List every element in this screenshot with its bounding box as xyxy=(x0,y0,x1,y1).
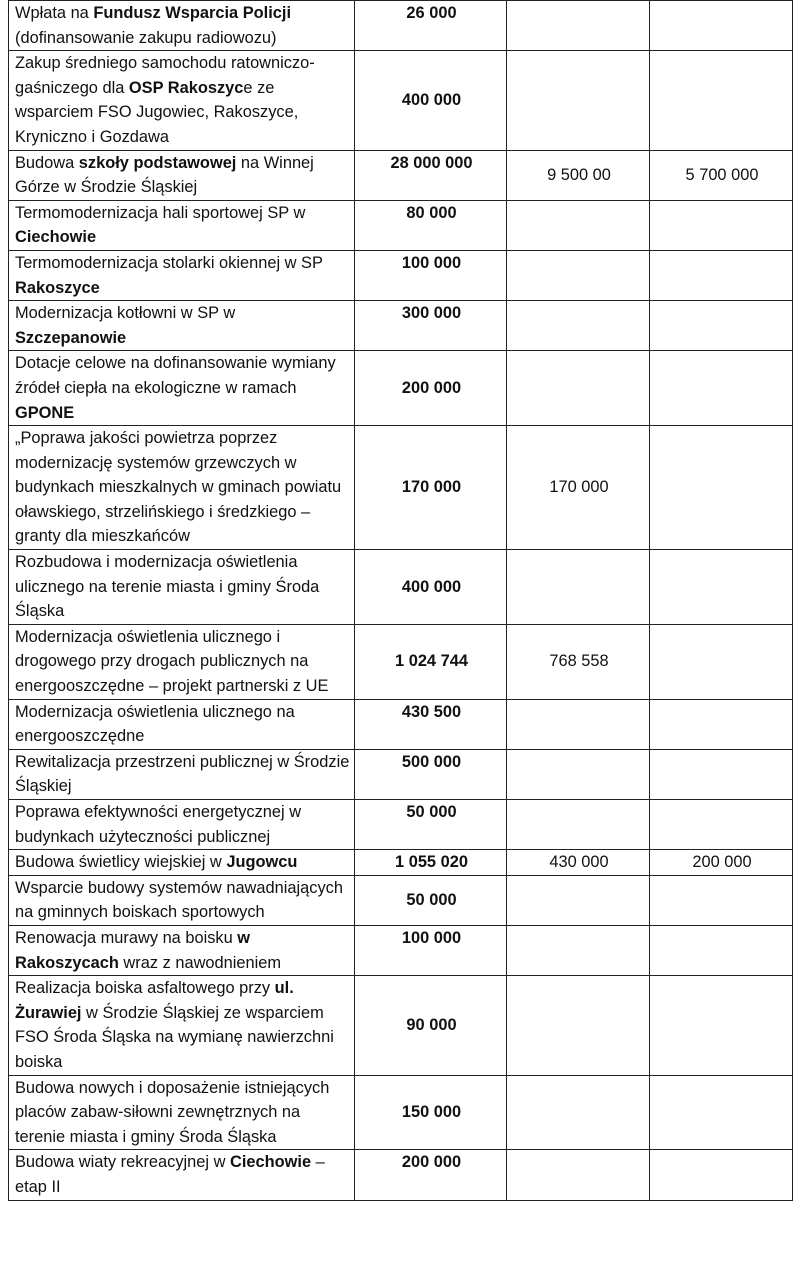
amount-column-4-cell xyxy=(650,301,793,351)
table-row xyxy=(9,1075,793,1150)
task-name-bold-fragment: Fundusz Wsparcia Policji xyxy=(93,4,291,22)
table-row xyxy=(9,51,793,150)
table-row xyxy=(9,850,793,876)
amount-column-4-cell xyxy=(650,699,793,749)
table-row xyxy=(9,150,793,200)
total-amount-cell: 90 000 xyxy=(355,976,507,1075)
table-row xyxy=(9,976,793,1075)
investment-table xyxy=(8,0,793,1201)
amount-column-4-cell xyxy=(650,749,793,799)
amount-column-3-cell xyxy=(507,1075,650,1150)
task-name-cell xyxy=(9,1075,355,1150)
table-row xyxy=(9,351,793,426)
amount-column-4-cell xyxy=(650,1150,793,1200)
table-row xyxy=(9,800,793,850)
task-name-bold-fragment: w Rakoszycach xyxy=(15,928,251,972)
task-name-fragment: (dofinansowanie zakupu radiowozu) xyxy=(15,28,277,47)
amount-column-3-cell xyxy=(507,250,650,300)
task-name-fragment: e ze wsparciem FSO Jugowiec, Rakoszyce, Kryniczno i Gozdawa xyxy=(15,78,299,146)
task-name-fragment: Wsparcie budowy systemów nawadniających na gminnych boiskach sportowych xyxy=(15,878,343,922)
amount-column-4-cell xyxy=(650,51,793,150)
amount-column-4-cell xyxy=(650,200,793,250)
amount-column-4-cell xyxy=(650,800,793,850)
table-row xyxy=(9,200,793,250)
total-amount-cell: 50 000 xyxy=(355,800,507,850)
task-name-bold-fragment: ul. Żurawiej xyxy=(15,979,294,1022)
task-name-cell xyxy=(9,749,355,799)
task-name-fragment: Modernizacja oświetlenia ulicznego na energooszczędne xyxy=(15,702,295,746)
total-amount-cell: 80 000 xyxy=(355,200,507,250)
task-name-fragment: Budowa świetlicy wiejskiej w xyxy=(15,853,227,872)
amount-column-4-cell xyxy=(650,1,793,51)
task-name-fragment: „Poprawa jakości powietrza poprzez modernizację systemów grzewczych w budynkach mieszkalnych w gminach powiatu oławskiego, strzelińskiego i średzkiego – granty dla mieszkańców xyxy=(15,429,342,546)
table-row xyxy=(9,925,793,975)
task-name-fragment: Wpłata na xyxy=(15,4,94,22)
amount-column-3-cell: 170 000 xyxy=(507,426,650,550)
table-row xyxy=(9,749,793,799)
task-name-cell xyxy=(9,925,355,975)
task-name-cell xyxy=(9,550,355,625)
amount-column-3-cell: 430 000 xyxy=(507,850,650,876)
task-name-fragment: Modernizacja oświetlenia ulicznego i drogowego przy drogach publicznych na energooszczędne – projekt partnerski z UE xyxy=(15,627,329,696)
total-amount-cell: 170 000 xyxy=(355,426,507,550)
task-name-fragment: Termomodernizacja stolarki okiennej w SP xyxy=(15,253,323,272)
task-name-bold-fragment: Ciechowie xyxy=(15,228,97,247)
task-name-cell xyxy=(9,1,355,51)
amount-column-4-cell xyxy=(650,351,793,426)
amount-column-4-cell xyxy=(650,875,793,925)
task-name-fragment: Modernizacja kotłowni w SP w xyxy=(15,304,236,323)
table-row xyxy=(9,550,793,625)
task-name-cell xyxy=(9,150,355,200)
task-name-fragment: Rozbudowa i modernizacja oświetlenia ulicznego na terenie miasta i gminy Środa Śląska xyxy=(15,553,320,621)
total-amount-cell: 100 000 xyxy=(355,250,507,300)
table-row xyxy=(9,624,793,699)
total-amount-cell: 300 000 xyxy=(355,301,507,351)
total-amount-cell: 200 000 xyxy=(355,351,507,426)
task-name-cell xyxy=(9,976,355,1075)
task-name-bold-fragment: Rakoszyce xyxy=(15,278,100,297)
amount-column-3-cell xyxy=(507,925,650,975)
table-row xyxy=(9,699,793,749)
table-row xyxy=(9,875,793,925)
amount-column-3-cell xyxy=(507,699,650,749)
task-name-fragment: Budowa xyxy=(15,153,79,172)
task-name-cell xyxy=(9,351,355,426)
task-name-cell xyxy=(9,850,355,876)
task-name-cell xyxy=(9,875,355,925)
task-name-cell xyxy=(9,800,355,850)
total-amount-cell: 1 024 744 xyxy=(355,624,507,699)
total-amount-cell: 400 000 xyxy=(355,51,507,150)
task-name-fragment: Poprawa efektywności energetycznej w budynkach użyteczności publicznej xyxy=(15,803,302,846)
amount-column-3-cell: 768 558 xyxy=(507,624,650,699)
table-row xyxy=(9,301,793,351)
task-name-bold-fragment: Szczepanowie xyxy=(15,328,127,347)
amount-column-3-cell xyxy=(507,200,650,250)
total-amount-cell: 150 000 xyxy=(355,1075,507,1150)
table-row xyxy=(9,1150,793,1200)
task-name-bold-fragment: Ciechowie xyxy=(230,1153,312,1172)
task-name-fragment: Realizacja boiska asfaltowego przy xyxy=(15,979,275,998)
amount-column-4-cell xyxy=(650,550,793,625)
amount-column-3-cell: 9 500 00 xyxy=(507,150,650,200)
task-name-bold-fragment: GPONE xyxy=(15,403,75,422)
amount-column-3-cell xyxy=(507,749,650,799)
total-amount-cell: 28 000 000 xyxy=(355,150,507,200)
task-name-fragment: wraz z nawodnieniem xyxy=(118,953,282,972)
task-name-fragment: Dotacje celowe na dofinansowanie wymiany źródeł ciepła na ekologiczne w ramach xyxy=(15,354,336,397)
amount-column-3-cell xyxy=(507,351,650,426)
task-name-cell xyxy=(9,624,355,699)
amount-column-4-cell: 200 000 xyxy=(650,850,793,876)
total-amount-cell: 500 000 xyxy=(355,749,507,799)
task-name-cell xyxy=(9,301,355,351)
task-name-fragment: – etap II xyxy=(15,1153,325,1196)
task-name-cell xyxy=(9,200,355,250)
total-amount-cell: 26 000 xyxy=(355,1,507,51)
task-name-cell xyxy=(9,426,355,550)
amount-column-3-cell xyxy=(507,976,650,1075)
task-name-fragment: Zakup średniego samochodu ratowniczo-gaśniczego dla xyxy=(15,54,315,97)
task-name-fragment: na Winnej Górze w Środzie Śląskiej xyxy=(15,153,314,197)
task-name-fragment: Budowa wiaty rekreacyjnej w xyxy=(15,1153,230,1172)
total-amount-cell: 100 000 xyxy=(355,925,507,975)
amount-column-3-cell xyxy=(507,301,650,351)
amount-column-3-cell xyxy=(507,1150,650,1200)
amount-column-4-cell xyxy=(650,925,793,975)
amount-column-3-cell xyxy=(507,550,650,625)
amount-column-4-cell xyxy=(650,976,793,1075)
task-name-fragment: Rewitalizacja przestrzeni publicznej w Środzie Śląskiej xyxy=(15,752,350,796)
table-row xyxy=(9,1,793,51)
task-name-cell xyxy=(9,699,355,749)
task-name-bold-fragment: OSP Rakoszyc xyxy=(128,78,244,97)
table-row xyxy=(9,426,793,550)
amount-column-3-cell xyxy=(507,800,650,850)
total-amount-cell: 400 000 xyxy=(355,550,507,625)
amount-column-4-cell xyxy=(650,1075,793,1150)
amount-column-3-cell xyxy=(507,875,650,925)
task-name-cell xyxy=(9,1150,355,1200)
amount-column-4-cell xyxy=(650,624,793,699)
amount-column-3-cell xyxy=(507,51,650,150)
total-amount-cell: 50 000 xyxy=(355,875,507,925)
investment-table-body xyxy=(9,1,793,1201)
task-name-bold-fragment: szkoły podstawowej xyxy=(78,153,237,172)
amount-column-4-cell xyxy=(650,426,793,550)
total-amount-cell: 430 500 xyxy=(355,699,507,749)
task-name-cell xyxy=(9,51,355,150)
amount-column-4-cell xyxy=(650,250,793,300)
total-amount-cell: 200 000 xyxy=(355,1150,507,1200)
task-name-fragment: Budowa nowych i doposażenie istniejących placów zabaw-siłowni zewnętrznych na terenie miasta i gminy Środa Śląska xyxy=(15,1078,330,1146)
task-name-bold-fragment: Jugowcu xyxy=(226,853,298,872)
amount-column-3-cell xyxy=(507,1,650,51)
amount-column-4-cell: 5 700 000 xyxy=(650,150,793,200)
table-row xyxy=(9,250,793,300)
task-name-fragment: Termomodernizacja hali sportowej SP w xyxy=(15,203,306,222)
task-name-fragment: w Środzie Śląskiej ze wsparciem FSO Środa Śląska na wymianę nawierzchni boiska xyxy=(15,1003,334,1071)
task-name-cell xyxy=(9,250,355,300)
task-name-fragment: Renowacja murawy na boisku xyxy=(15,928,238,947)
total-amount-cell: 1 055 020 xyxy=(355,850,507,876)
